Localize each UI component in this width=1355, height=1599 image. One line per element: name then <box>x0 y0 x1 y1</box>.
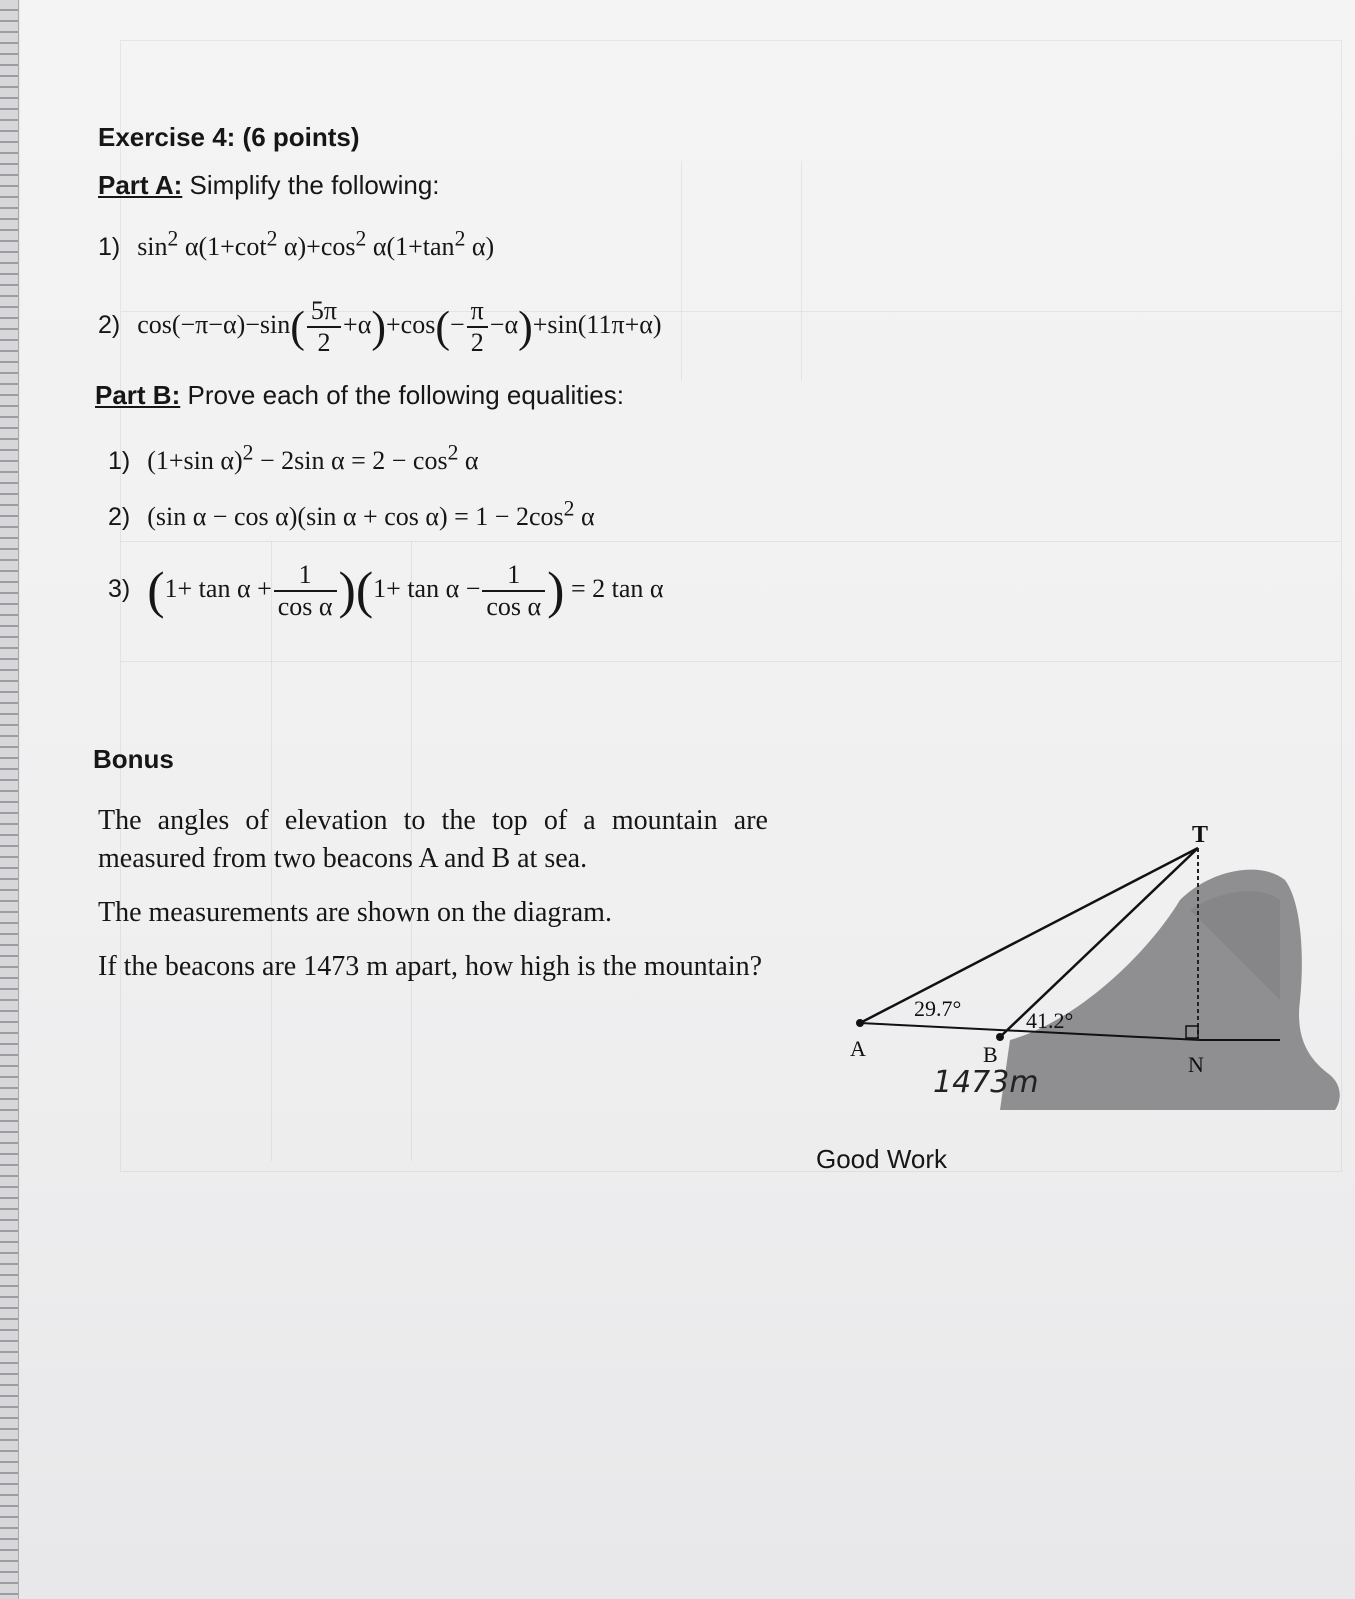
part-a-label: Part A: <box>98 170 183 200</box>
math-expression: $\sin^2 \alpha(1+\cot^2$ $\alpha)+\cos^2$ $\alpha(1+\tan^2$ α) <box>137 226 495 261</box>
item-number: 1) <box>98 232 121 261</box>
item-number: 2) <box>98 310 121 339</box>
part-a-instruction: Simplify the following: <box>182 170 440 200</box>
label-a: A <box>850 1036 866 1061</box>
point-a <box>856 1019 864 1027</box>
label-b: B <box>983 1042 998 1067</box>
item-number: 1) <box>108 446 131 475</box>
item-number: 2) <box>108 502 131 531</box>
point-b <box>996 1033 1004 1041</box>
part-b-item-1 <box>108 440 479 476</box>
math-expression: (1+sin α)$^2$ − 2sin $\alpha = 2 - \cos^2 \alpha$ <box>147 440 479 475</box>
label-n: N <box>1188 1052 1204 1077</box>
mountain-diagram <box>780 800 1350 1130</box>
label-t: T <box>1192 822 1209 848</box>
math-expression: (1+ tan α + $\frac{1}{\text{cos α}}$ )(1+ tan α − $\frac{1}{\text{cos α}}$ ) = 2 tan α <box>147 560 664 621</box>
worksheet-page <box>20 0 1355 1599</box>
bonus-paragraph-3: If the beacons are 1473 m apart, how high is the mountain? <box>98 951 763 982</box>
handwritten-distance: 1473m <box>933 1065 1039 1100</box>
math-expression: cos(−π−α)−sin( $\frac{5\pi}{2}$ +α)+cos(− $\frac{\pi}{2}$ −α)+sin(11π+α) <box>137 296 662 357</box>
part-a-item-1 <box>98 226 494 262</box>
part-a-heading <box>98 170 440 201</box>
part-b-label: Part B: <box>95 380 181 410</box>
bonus-paragraph-2: The measurements are shown on the diagram. <box>98 897 612 928</box>
part-a-item-2 <box>98 296 662 358</box>
good-work-note: Good Work <box>816 1144 948 1174</box>
bonus-paragraph-1: The angles of elevation to the top of a mountain are measured from two beacons A and B at sea. <box>98 805 768 874</box>
bonus-title: Bonus <box>93 744 174 774</box>
part-b-instruction: Prove each of the following equalities: <box>180 380 624 410</box>
part-b-heading <box>95 380 624 411</box>
notebook-binding <box>0 0 19 1599</box>
item-number: 3) <box>108 574 131 603</box>
angle-b-label: 41.2° <box>1026 1008 1074 1033</box>
part-b-item-3 <box>108 560 664 622</box>
part-b-item-2 <box>108 496 595 532</box>
exercise-title: Exercise 4: (6 points) <box>98 122 360 152</box>
math-expression: (sin α − cos α)(sin $\alpha + \cos \alpha) = 1 - 2\cos^2$ α <box>147 496 595 531</box>
angle-a-label: 29.7° <box>914 996 962 1021</box>
